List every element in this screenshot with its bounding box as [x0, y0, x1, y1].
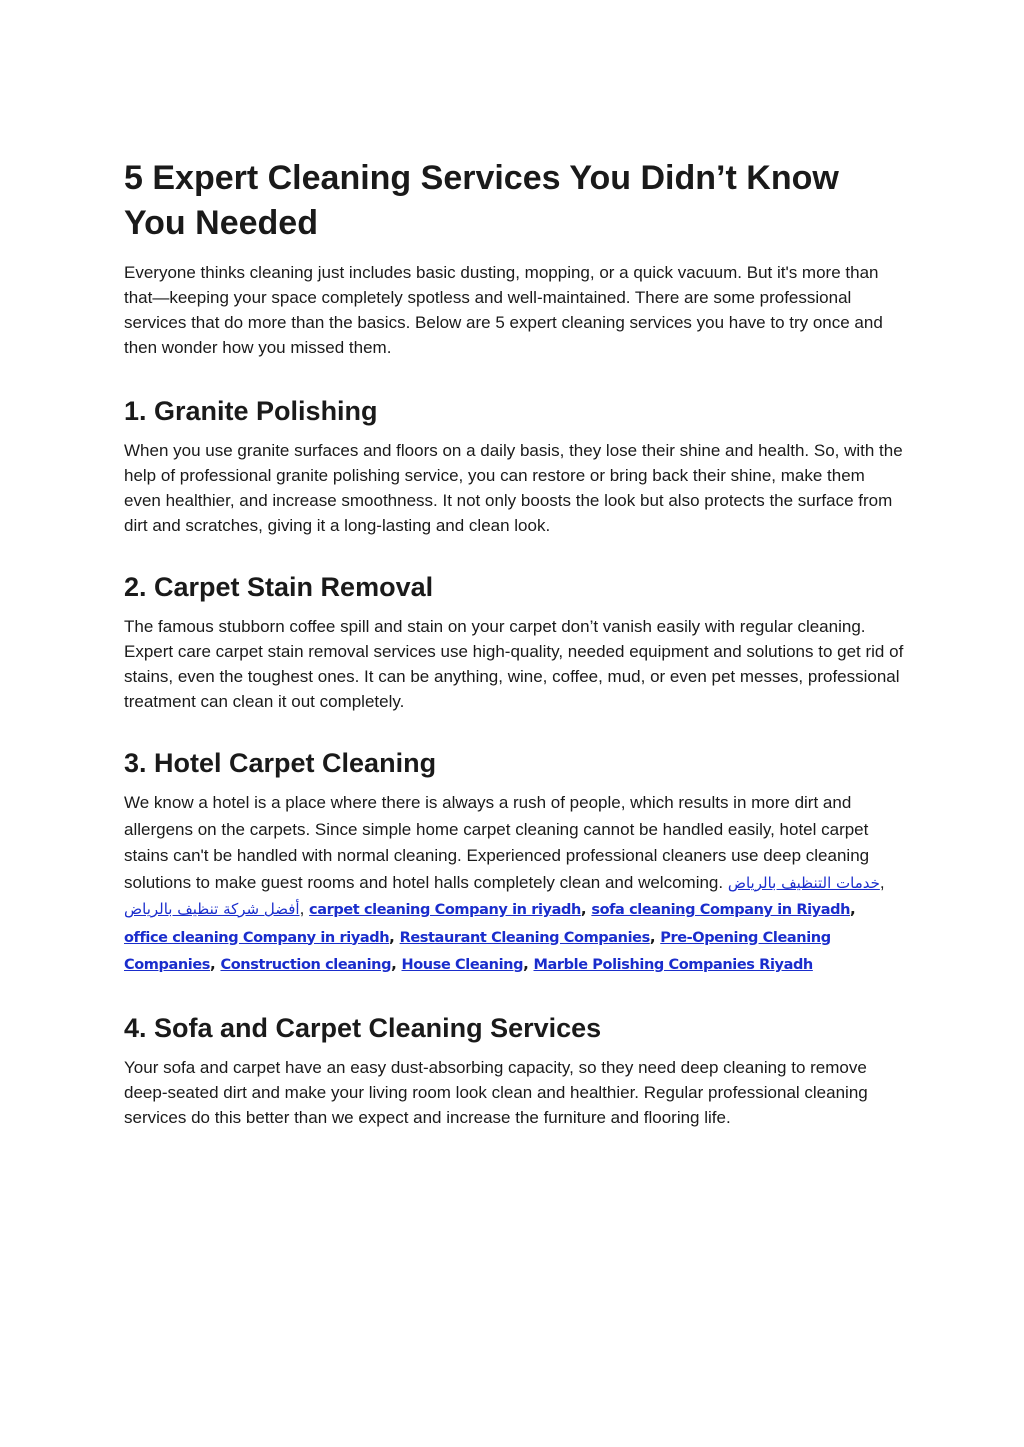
link-separator: , — [210, 955, 216, 973]
page-title: 5 Expert Cleaning Services You Didn’t Know You Needed — [124, 159, 839, 242]
section-body: When you use granite surfaces and floors on a daily basis, they lose their shine and health. So, with the help of professional granite polishing service, you can restore or bring back their shine, make them even healthier, and increase smoothness. It not only boosts the look but also protects the surface from dirt and scratches, giving it a long-lasting and clean look. — [124, 441, 903, 535]
intro-paragraph: Everyone thinks cleaning just includes basic dusting, mopping, or a quick vacuum. But it's more than that—keeping your space completely spotless and well-maintained. There are some professional services that do more than the basics. Below are 5 expert cleaning services you have to try once and then wonder how you missed them. — [124, 263, 883, 357]
link-separator: , — [299, 899, 305, 918]
link-construction-cleaning[interactable]: Construction cleaning — [220, 957, 392, 973]
link-office-cleaning-company[interactable]: office cleaning Company in riyadh — [124, 929, 390, 946]
section-heading: 4. Sofa and Carpet Cleaning Services — [124, 1012, 602, 1043]
section-heading: 3. Hotel Carpet Cleaning — [124, 748, 437, 778]
link-separator: , — [649, 927, 656, 946]
link-house-cleaning[interactable]: House Cleaning — [401, 957, 524, 973]
document-page — [124, 156, 904, 1130]
section-hotel-carpet-cleaning — [124, 746, 904, 979]
section-granite-polishing — [124, 394, 904, 538]
section-sofa-carpet-cleaning — [124, 1011, 904, 1130]
link-separator: , — [391, 955, 397, 973]
link-cleaning-services-riyadh-ar[interactable]: خدمات التنظيف بالرياض — [727, 873, 880, 892]
link-restaurant-cleaning-companies[interactable]: Restaurant Cleaning Companies — [399, 929, 650, 946]
link-separator: , — [523, 955, 529, 973]
link-marble-polishing-companies[interactable]: Marble Polishing Companies Riyadh — [533, 957, 813, 973]
section-heading: 2. Carpet Stain Removal — [124, 572, 434, 602]
link-best-cleaning-company-riyadh-ar[interactable]: أفضل شركة تنظيف بالرياض — [124, 900, 300, 918]
section-body: We know a hotel is a place where there is always a rush of people, which results in more dirt and allergens on the carpets. Since simple home carpet cleaning cannot be handled easily, hotel carpet stains can't be handled with normal cleaning. Experienced professional cleaners use deep cleaning solutions to make guest rooms and hotel halls completely clean and welcoming. — [124, 793, 870, 892]
section-heading: 1. Granite Polishing — [124, 396, 378, 426]
link-separator: , — [879, 872, 885, 892]
link-separator: , — [389, 927, 395, 946]
link-sofa-cleaning-company[interactable]: sofa cleaning Company in Riyadh — [591, 902, 851, 918]
link-carpet-cleaning-company[interactable]: carpet cleaning Company in riyadh — [309, 902, 581, 918]
section-body-with-links — [124, 790, 904, 979]
link-separator: , — [850, 900, 856, 918]
link-pre-opening-cleaning-companies[interactable]: Pre-Opening Cleaning Companies — [124, 929, 831, 973]
section-carpet-stain-removal — [124, 570, 904, 714]
section-body: The famous stubborn coffee spill and stain on your carpet don’t vanish easily with regular cleaning. Expert care carpet stain removal services use high-quality, needed equipment and solutions to get rid of stains, even the toughest ones. It can be anything, wine, coffee, mud, or even pet messes, professional treatment can clean it out completely. — [124, 617, 904, 711]
link-separator: , — [580, 900, 587, 918]
section-body: Your sofa and carpet have an easy dust-absorbing capacity, so they need deep cleaning to remove deep-seated dirt and make your living room look clean and healthier. Regular professional cleaning services do this better than we expect and increase the furniture and flooring life. — [124, 1057, 868, 1127]
